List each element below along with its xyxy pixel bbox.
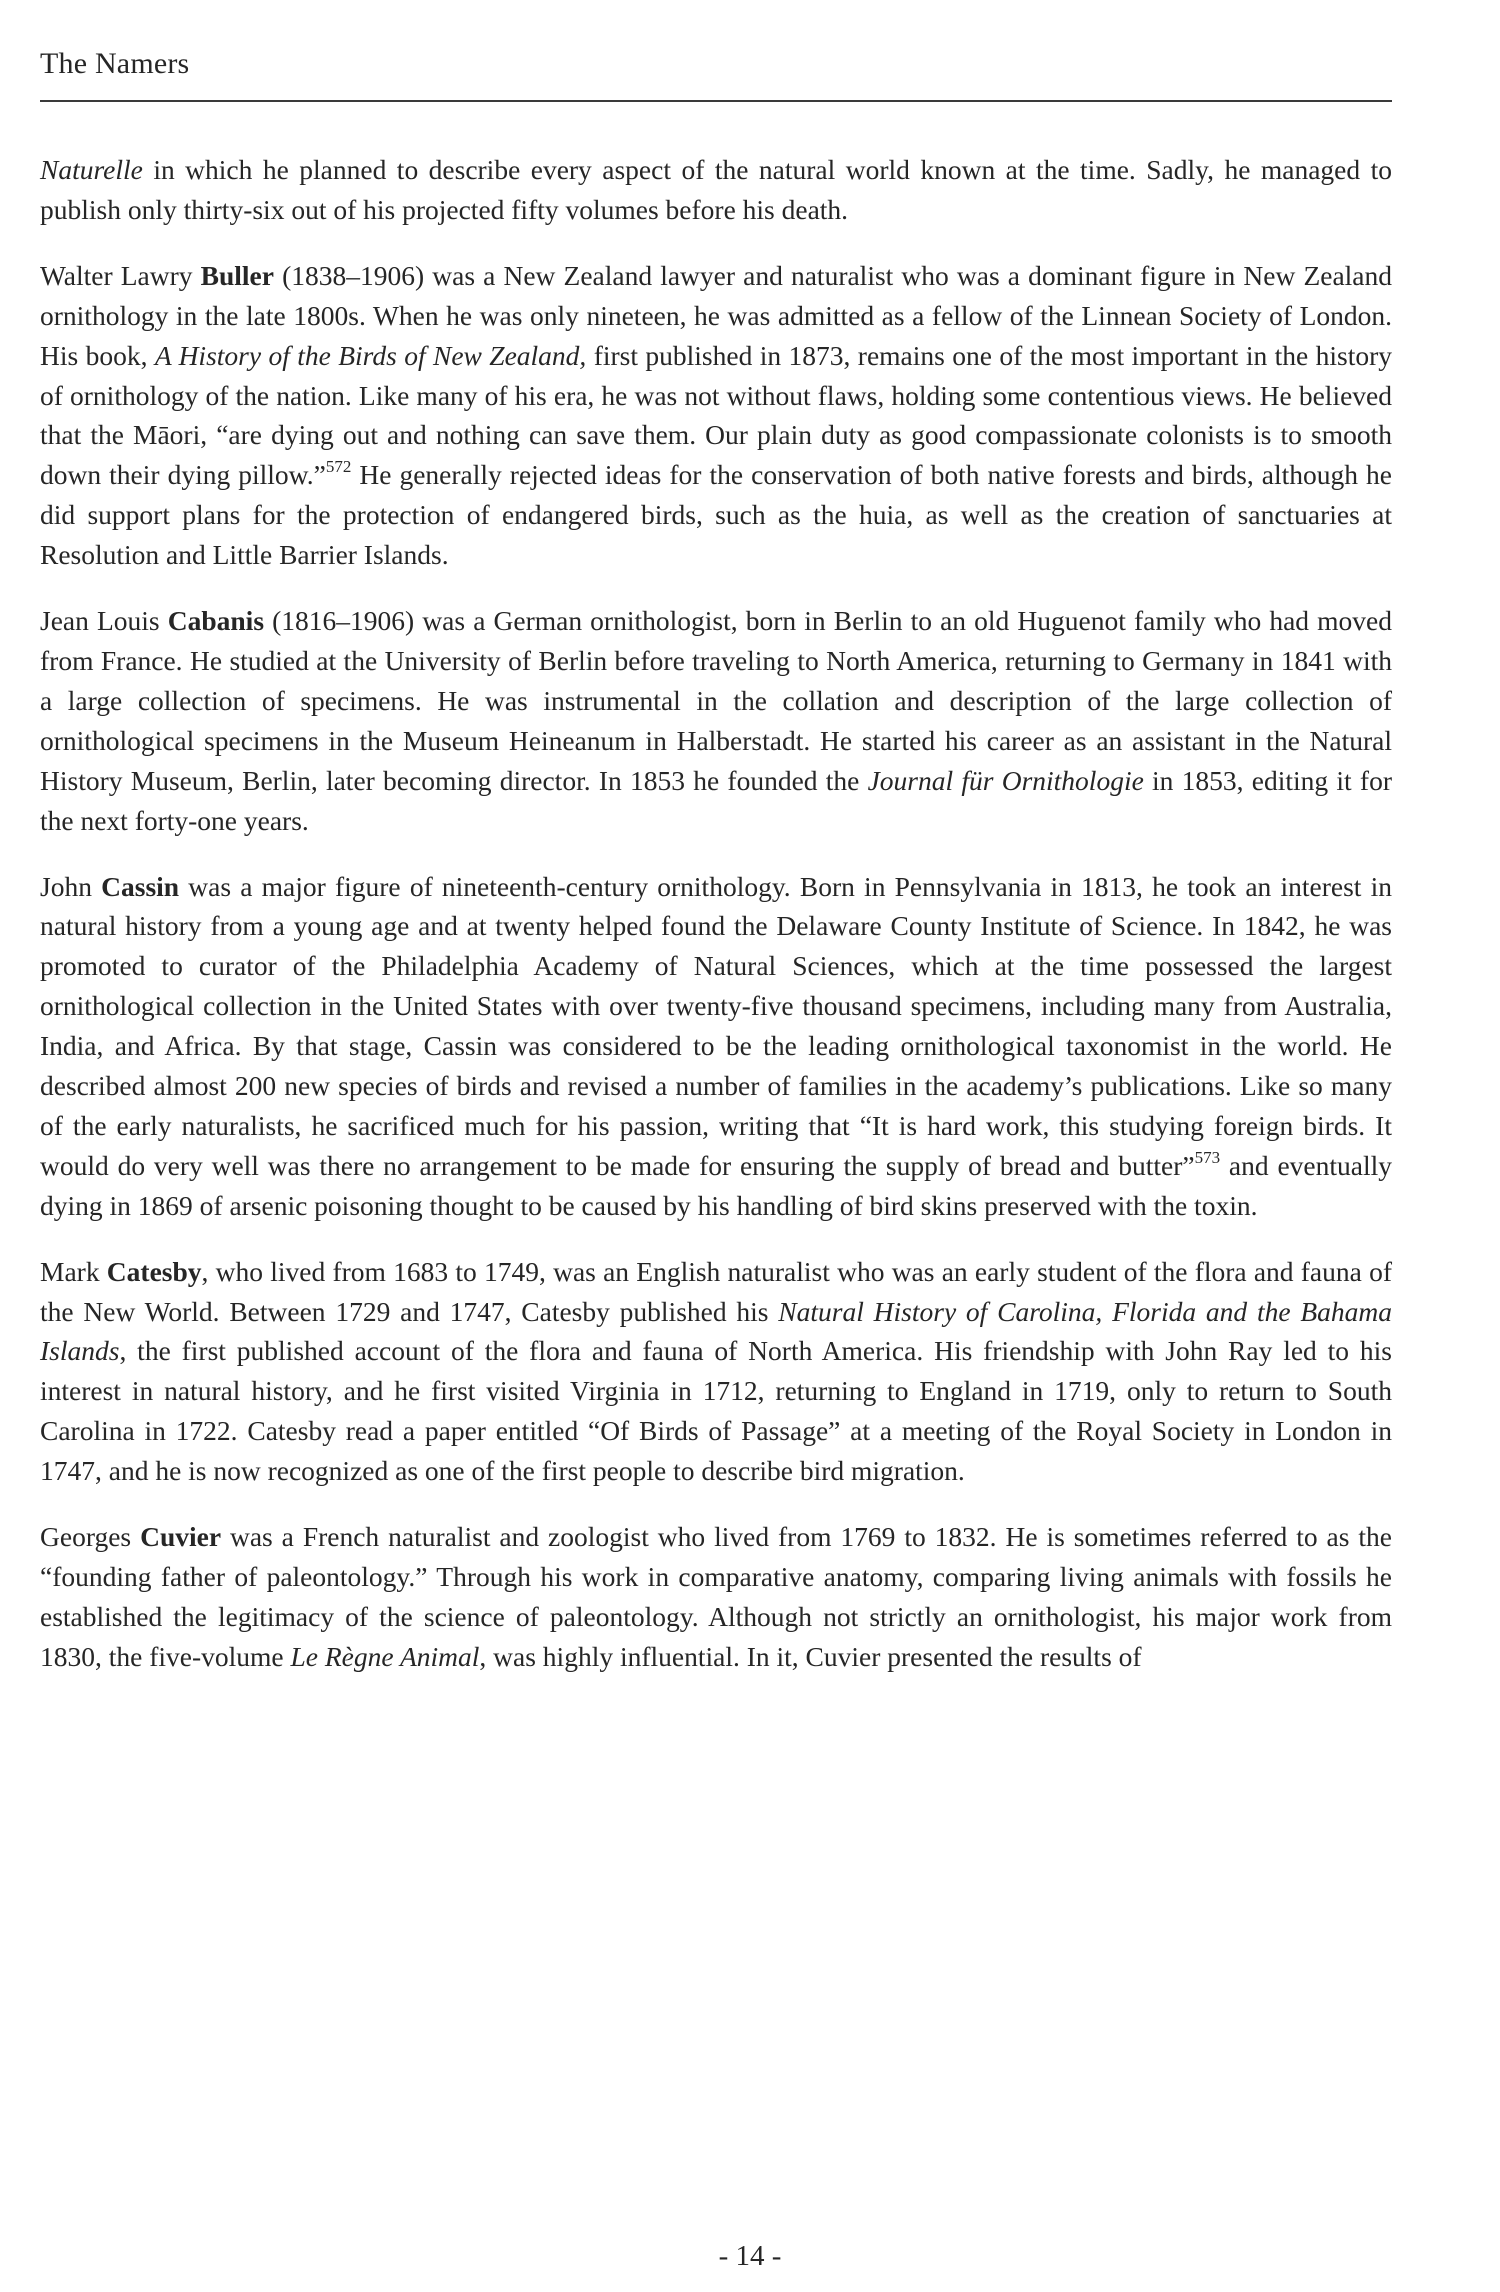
page-number: - 14 - — [718, 2240, 782, 2272]
body-text — [40, 150, 1392, 1703]
text-run: , was highly influential. In it, Cuvier presented the results of — [479, 1640, 1142, 1672]
paragraph-cuvier — [40, 1517, 1392, 1677]
italic-title: Natural History of Carolina, Florida and the Bahama Islands — [40, 1295, 1392, 1367]
running-head: The Namers — [40, 47, 190, 80]
text-run: (1816–1906) was a German ornithologist, born in Berlin to an old Huguenot family who had moved from France. He studied at the University of Berlin before traveling to North America, returning to Germany in 1841 with a large collection of specimens. He was instrumental in the collation and description of the large collection of ornithological specimens in the Museum Heineanum in Halberstadt. He started his career as an assistant in the Natural History Museum, Berlin, later becoming director. In 1853 he founded the — [40, 605, 1392, 796]
header-rule — [40, 100, 1392, 102]
text-run: Jean Louis — [40, 605, 168, 637]
paragraph-catesby — [40, 1252, 1392, 1491]
naturalist-name: Cuvier — [140, 1521, 222, 1553]
text-run: in 1853, editing it for the next forty-one years. — [40, 764, 1392, 836]
text-run: first published in 1873, remains one of the most important in the history of ornithology of the nation. Like many of his era, he was not without flaws, holding some contentious views. He believed that the Māori, “are dying out and nothing can save them. Our plain duty as good compassionate colonists is to smooth down their dying pillow.” — [40, 339, 1393, 491]
italic-title: Naturelle — [40, 154, 143, 185]
text-run: John — [40, 870, 102, 902]
text-run: Georges — [40, 1521, 141, 1553]
naturalist-name: Cabanis — [167, 605, 265, 637]
italic-title: Le Règne Animal — [290, 1640, 480, 1672]
text-run: He generally rejected ideas for the conservation of both native forests and birds, although he did support plans for the protection of endangered birds, such as the huia, as well as the creation of sanctuaries at Resolution and Little Barrier Islands. — [40, 459, 1392, 571]
naturalist-name: Catesby — [106, 1255, 202, 1287]
text-run: in which he planned to describe every aspect of the natural world known at the time. Sadly, he managed to publish only thirty-six out of his projected fifty volumes before his death. — [40, 154, 1392, 225]
text-run: Mark — [40, 1255, 107, 1287]
italic-title: Journal für Ornithologie — [867, 764, 1144, 796]
text-run: was a French naturalist and zoologist who lived from 1769 to 1832. He is sometimes referred to as the “founding father of paleontology.” Through his work in comparative anatomy, comparing living animals with fossils he established the legitimacy of the science of paleontology. Although not strictly an ornithologist, his major work from 1830, the five-volume — [40, 1521, 1392, 1672]
naturalist-name: Cassin — [101, 870, 180, 902]
naturalist-name: Buller — [200, 259, 274, 291]
paragraph-cabanis — [40, 601, 1392, 840]
footnote-ref: 573 — [1194, 1147, 1221, 1167]
text-run: , the first published account of the flora and fauna of North America. His friendship with John Ray led to his interest in natural history, and he first visited Virginia in 1712, returning to England in 1719, only to return to South Carolina in 1722. Catesby read a paper entitled “Of Birds of Passage” at a meeting of the Royal Society in London in 1747, and he is now recognized as one of the first people to describe bird migration. — [40, 1335, 1392, 1487]
footnote-ref: 572 — [325, 457, 352, 477]
text-run: , who lived from 1683 to 1749, was an English naturalist who was an early student of the flora and fauna of the New World. Between 1729 and 1747, Catesby published his — [40, 1255, 1392, 1327]
text-run: (1838–1906) was a New Zealand lawyer and naturalist who was a dominant figure in New Zealand ornithology in the late 1800s. When he was only nineteen, he was admitted as a fellow of the Linnean Society of London. His book, — [40, 259, 1393, 371]
text-run: and eventually dying in 1869 of arsenic poisoning thought to be caused by his handling of bird skins preserved with the toxin. — [40, 1149, 1393, 1221]
paragraph-naturelle-continuation — [40, 150, 1392, 230]
paragraph-buller — [40, 256, 1392, 575]
paragraph-cassin — [40, 867, 1392, 1226]
italic-title: A History of the Birds of New Zealand, — [154, 339, 587, 371]
text-run: was a major figure of nineteenth-century ornithology. Born in Pennsylvania in 1813, he took an interest in natural history from a young age and at twenty helped found the Delaware County Institute of Science. In 1842, he was promoted to curator of the Philadelphia Academy of Natural Sciences, which at the time possessed the largest ornithological collection in the United States with over twenty-five thousand specimens, including many from Australia, India, and Africa. By that stage, Cassin was considered to be the leading ornithological taxonomist in the world. He described almost 200 new species of birds and revised a number of families in the academy’s publications. Like so many of the early naturalists, he sacrificed much for his passion, writing that “It is hard work, this studying foreign birds. It would do very well was there no arrangement to be made for ensuring the supply of bread and butter” — [40, 870, 1392, 1181]
text-run: Walter Lawry — [40, 259, 201, 291]
